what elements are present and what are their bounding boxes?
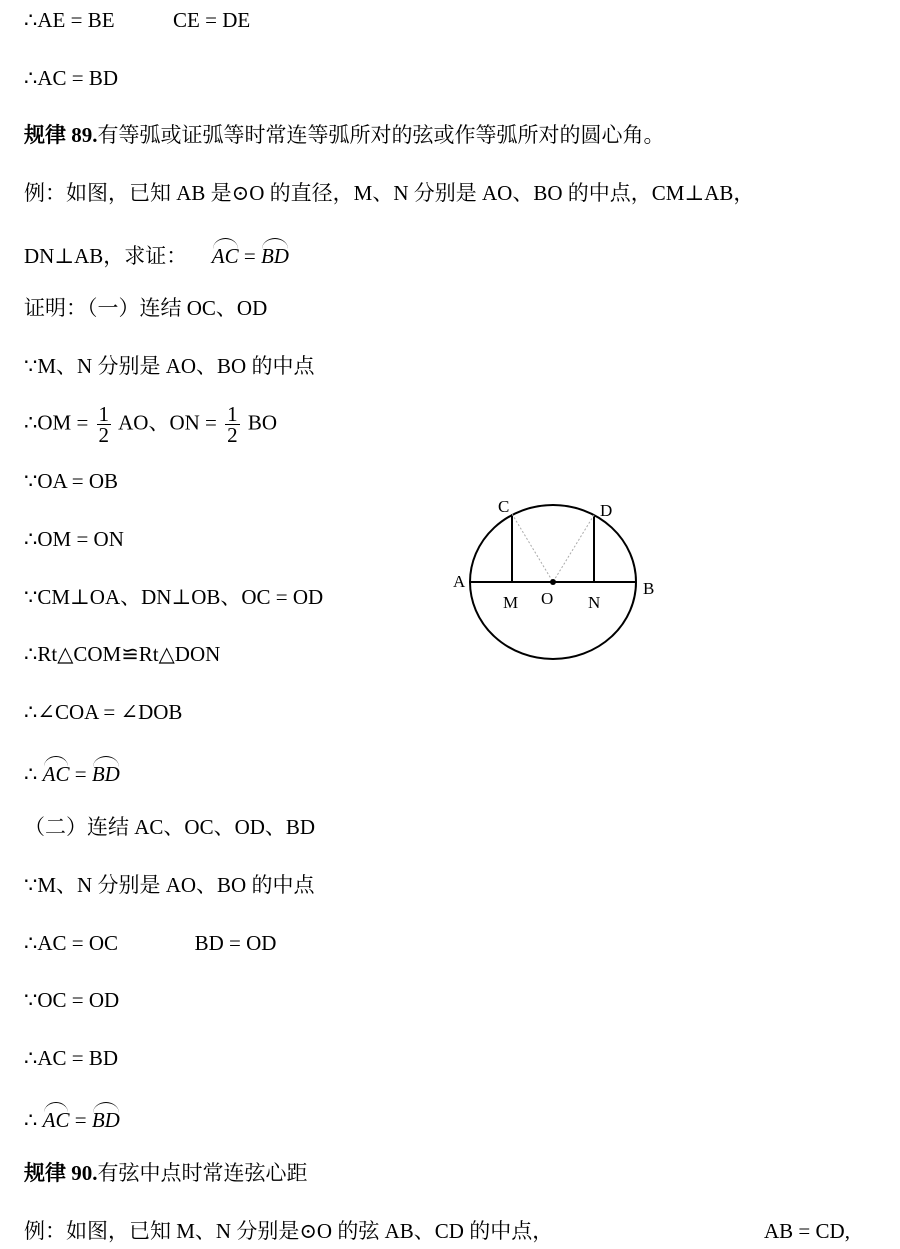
oa-equals-ob: ∵OA = OB xyxy=(24,469,119,493)
arc-bd: BD xyxy=(92,756,120,788)
perpendicular-line: ∵CM⊥OA、DN⊥OB、OC = OD xyxy=(24,585,324,609)
equals-sign: = xyxy=(243,244,256,268)
rule-89-text: 有等弧或证弧等时常连等弧所对的弦或作等弧所对的圆心角。 xyxy=(97,123,665,147)
example-89-line-2 xyxy=(24,238,289,270)
congruent-line: ∴Rt△COM≌Rt△DON xyxy=(24,642,221,666)
equals-sign: = xyxy=(74,1108,87,1132)
arc-ac: AC xyxy=(43,1102,70,1134)
rule-90-text: 有弦中点时常连弦心距 xyxy=(97,1161,308,1185)
label-c: C xyxy=(498,497,510,516)
om-equals-on: ∴OM = ON xyxy=(24,527,124,551)
label-n: N xyxy=(588,593,601,612)
rule-89-title: 规律 89. xyxy=(24,123,98,147)
example-89-line-1: 例：如图，已知 AB 是⊙O 的直径，M、N 分别是 AO、BO 的中点，CM⊥AB， xyxy=(24,181,755,205)
fraction-half-2 xyxy=(225,404,240,445)
because-midpoints-2: ∵M、N 分别是 AO、BO 的中点 xyxy=(24,873,315,897)
ac-oc-bd-od-line xyxy=(24,929,276,957)
dashed-oc xyxy=(512,514,553,582)
oc-equals-od: ∵OC = OD xyxy=(24,988,120,1012)
arc-ac: AC xyxy=(43,756,70,788)
proof-2-heading: （二）连结 AC、OC、OD、BD xyxy=(24,815,316,839)
fraction-numerator: 1 xyxy=(98,402,110,426)
therefore-symbol: ∴ xyxy=(24,762,38,786)
ac-oc-text: ∴AC = OC xyxy=(24,931,119,955)
om-prefix: ∴OM = xyxy=(24,410,89,435)
angles-line: ∴∠COA = ∠DOB xyxy=(24,700,183,724)
ce-de-text: CE = DE xyxy=(173,8,251,32)
because-midpoints: ∵M、N 分别是 AO、BO 的中点 xyxy=(24,354,315,378)
fraction-numerator: 1 xyxy=(227,402,238,426)
om-half-ao-line xyxy=(24,404,277,445)
fraction-half-1 xyxy=(97,404,112,445)
example-89-prefix: DN⊥AB，求证： xyxy=(24,244,188,268)
om-suffix: BO xyxy=(247,410,278,435)
example-90-line: 例：如图，已知 M、N 分别是⊙O 的弦 AB、CD 的中点， xyxy=(24,1219,554,1243)
center-point-o xyxy=(550,579,556,585)
bd-od-text: BD = OD xyxy=(194,931,277,955)
dashed-od xyxy=(553,515,594,582)
proof-1-heading: 证明：（一）连结 OC、OD xyxy=(24,296,268,320)
arc-conclusion-1 xyxy=(24,756,120,788)
om-mid: AO、ON = xyxy=(118,410,217,435)
arc-bd: BD xyxy=(261,238,289,270)
therefore-symbol: ∴ xyxy=(24,1108,38,1132)
example-90-right: AB = CD, xyxy=(764,1219,850,1243)
arc-ac: AC xyxy=(212,238,239,270)
arc-bd: BD xyxy=(92,1102,120,1134)
proof-line-ae-be xyxy=(24,6,250,34)
circle-diagram xyxy=(448,494,668,664)
label-a: A xyxy=(453,572,466,591)
label-d: D xyxy=(600,501,613,520)
ae-be-text: ∴AE = BE xyxy=(24,8,115,32)
arc-conclusion-2 xyxy=(24,1102,120,1134)
fraction-denominator: 2 xyxy=(227,423,238,447)
equals-sign: = xyxy=(74,762,87,786)
label-o: O xyxy=(541,589,554,608)
label-b: B xyxy=(643,579,655,598)
proof-line-ac-bd-top: ∴AC = BD xyxy=(24,66,119,90)
label-m: M xyxy=(503,593,519,612)
rule-89-heading xyxy=(24,121,665,149)
ac-equals-bd: ∴AC = BD xyxy=(24,1046,119,1070)
fraction-denominator: 2 xyxy=(98,423,110,447)
rule-90-title: 规律 90. xyxy=(24,1161,98,1185)
rule-90-heading xyxy=(24,1159,308,1187)
